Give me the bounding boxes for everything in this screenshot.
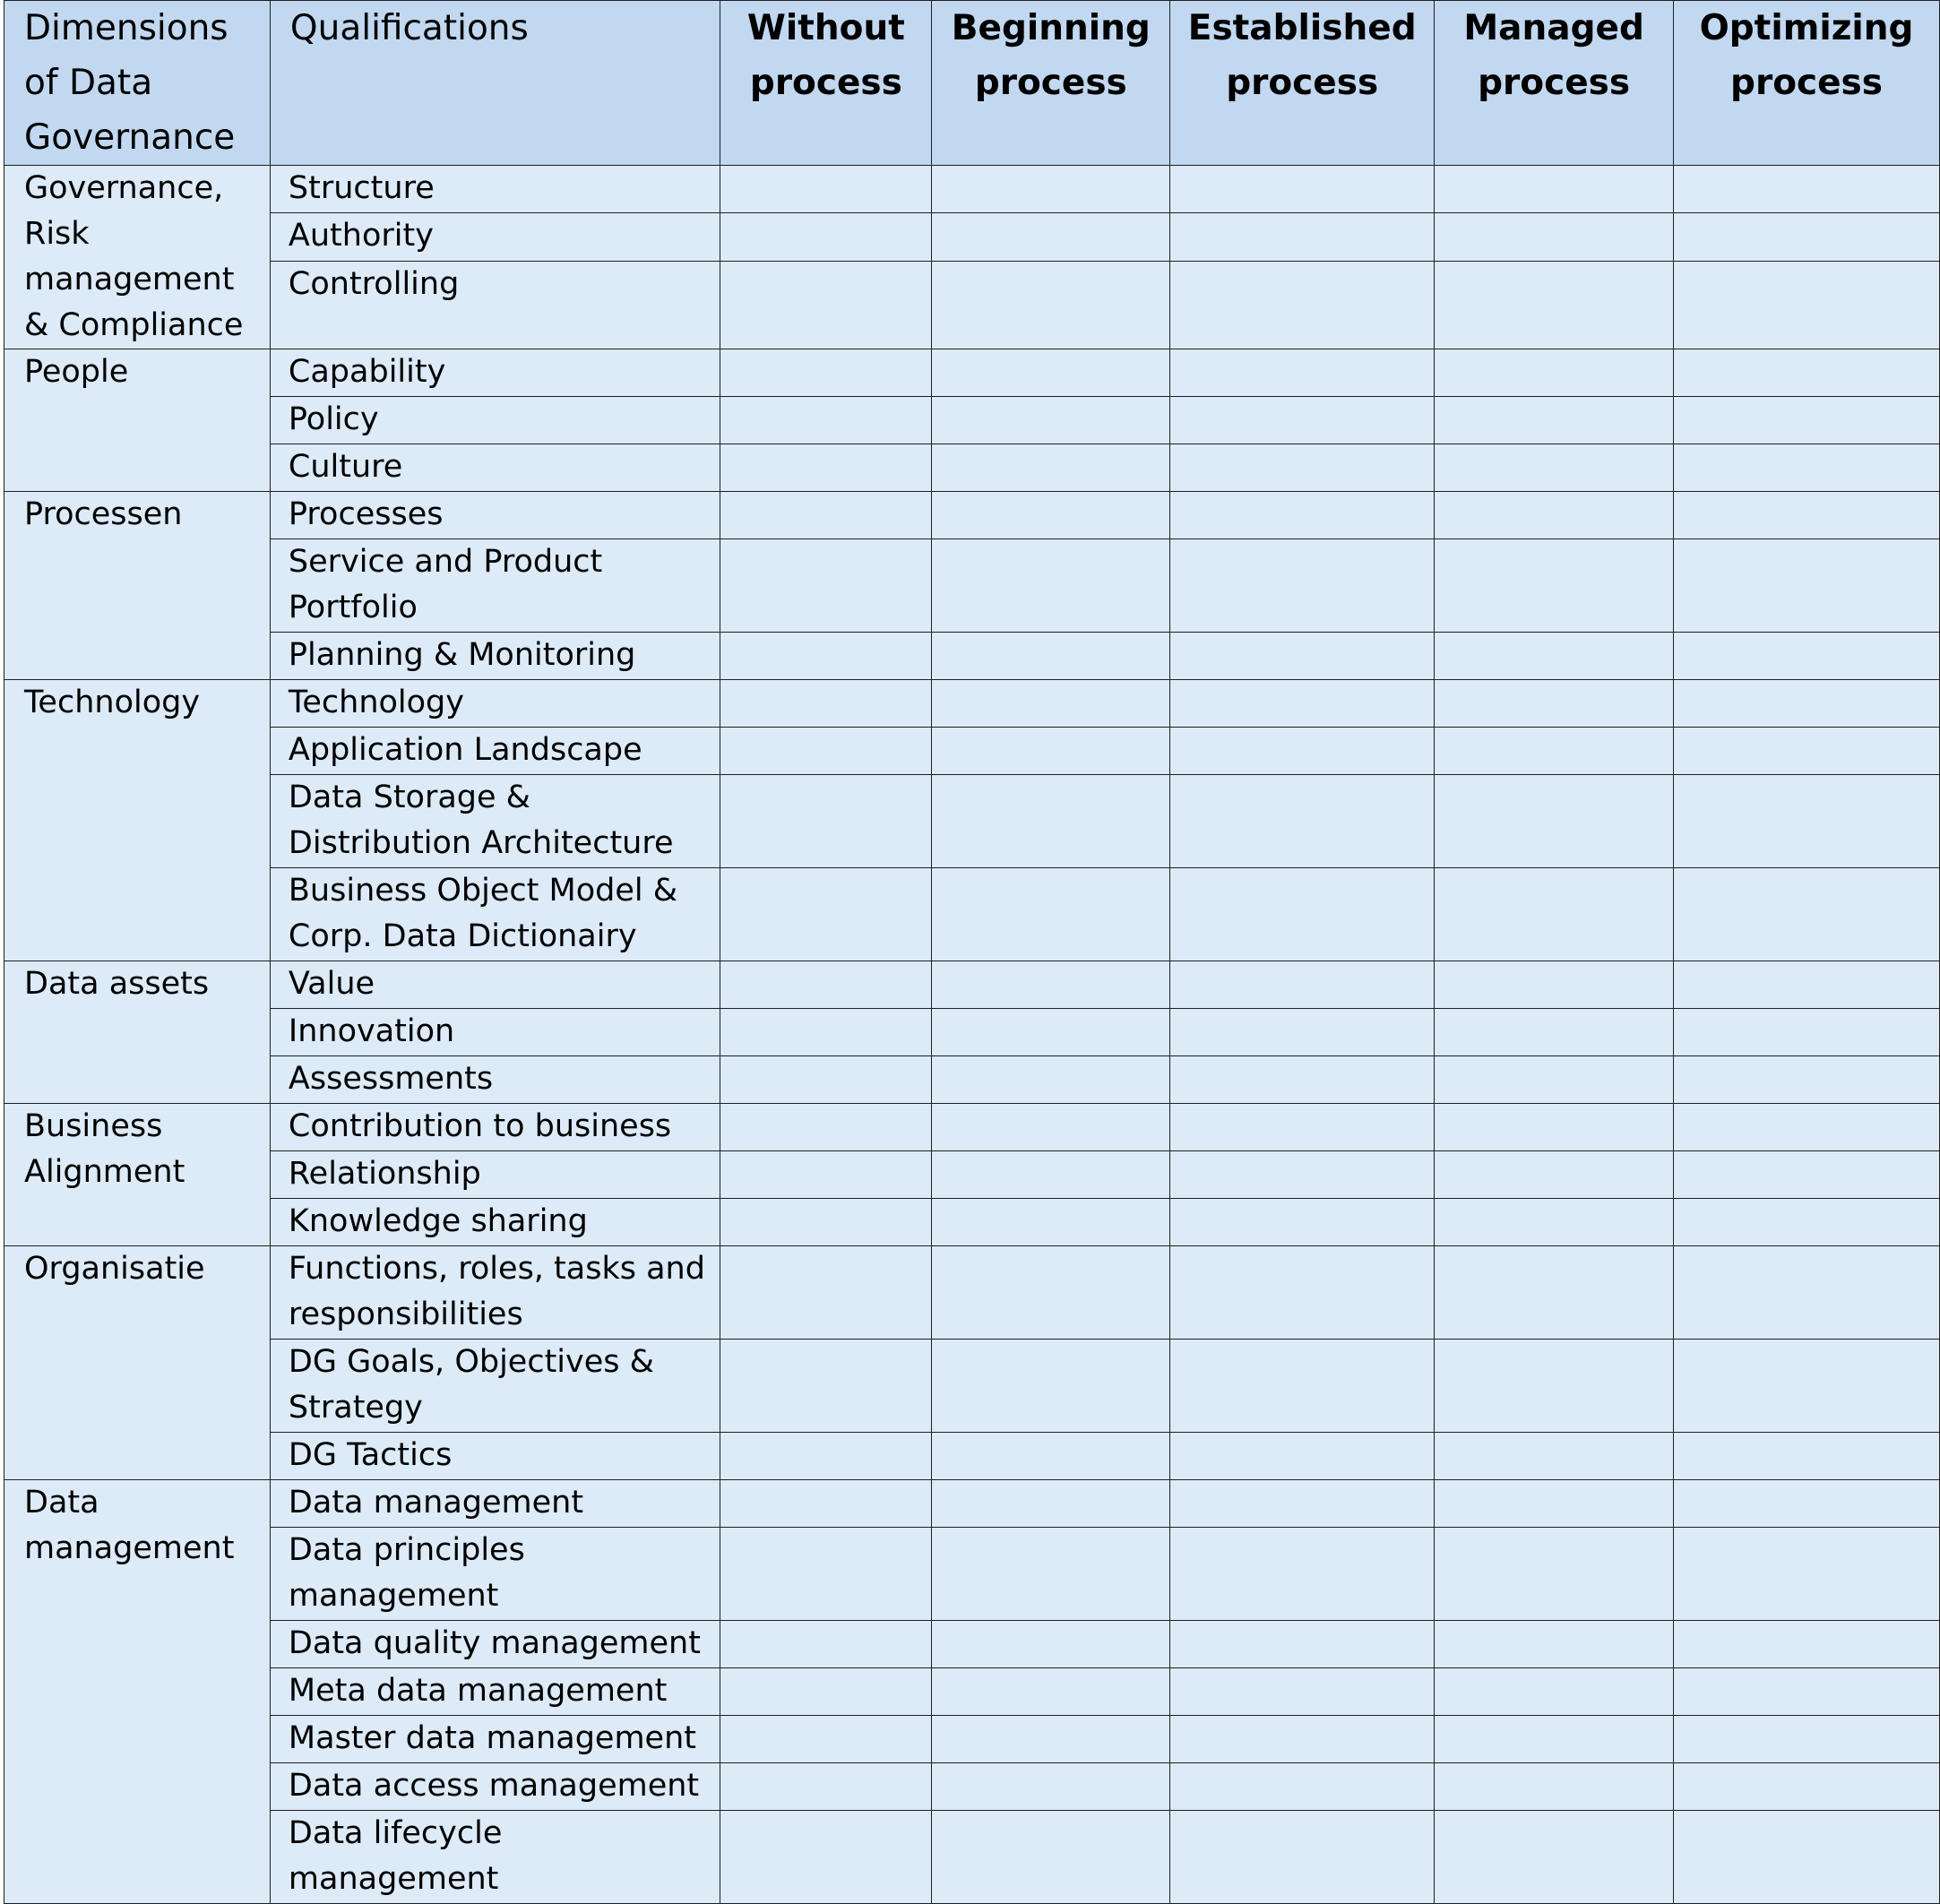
maturity-score-cell[interactable] [1435, 166, 1674, 213]
maturity-score-cell[interactable] [1435, 775, 1674, 868]
maturity-score-cell[interactable] [1170, 680, 1435, 728]
qualification-cell: Culture [270, 444, 720, 492]
maturity-score-cell[interactable] [932, 444, 1170, 492]
maturity-score-cell[interactable] [1674, 349, 1940, 397]
maturity-score-cell[interactable] [720, 1009, 932, 1056]
maturity-score-cell[interactable] [932, 680, 1170, 728]
maturity-score-cell[interactable] [1170, 1716, 1435, 1763]
qualification-cell: Innovation [270, 1009, 720, 1056]
maturity-score-cell[interactable] [720, 1104, 932, 1151]
table-row [4, 633, 1940, 680]
maturity-score-cell[interactable] [1435, 1009, 1674, 1056]
maturity-score-cell[interactable] [720, 166, 932, 213]
maturity-score-cell[interactable] [1674, 680, 1940, 728]
qualification-cell: Data management [270, 1480, 720, 1528]
maturity-score-cell[interactable] [1435, 1716, 1674, 1763]
maturity-score-cell[interactable] [932, 1433, 1170, 1480]
maturity-score-cell[interactable] [720, 349, 932, 397]
maturity-score-cell[interactable] [1674, 1621, 1940, 1668]
qualification-cell: Meta data management [270, 1668, 720, 1716]
maturity-score-cell[interactable] [1170, 1104, 1435, 1151]
maturity-score-cell[interactable] [1674, 775, 1940, 868]
maturity-score-cell[interactable] [932, 1528, 1170, 1621]
table-row [4, 1340, 1940, 1433]
maturity-score-cell[interactable] [932, 1480, 1170, 1528]
maturity-score-cell[interactable] [1674, 1199, 1940, 1246]
maturity-score-cell[interactable] [720, 1199, 932, 1246]
maturity-score-cell[interactable] [720, 1716, 932, 1763]
maturity-score-cell[interactable] [720, 397, 932, 444]
qualification-cell: Business Object Model & Corp. Data Dictionairy [270, 868, 720, 961]
maturity-score-cell[interactable] [1435, 1621, 1674, 1668]
maturity-score-cell[interactable] [1170, 961, 1435, 1009]
maturity-score-cell[interactable] [1435, 1056, 1674, 1104]
maturity-score-cell[interactable] [1674, 166, 1940, 213]
qualification-cell: Structure [270, 166, 720, 213]
table-row [4, 397, 1940, 444]
maturity-score-cell[interactable] [1674, 492, 1940, 539]
maturity-score-cell[interactable] [1435, 680, 1674, 728]
maturity-score-cell[interactable] [1435, 1104, 1674, 1151]
maturity-score-cell[interactable] [1170, 539, 1435, 633]
maturity-score-cell[interactable] [720, 1340, 932, 1433]
maturity-score-cell[interactable] [1170, 1056, 1435, 1104]
maturity-score-cell[interactable] [932, 1246, 1170, 1340]
maturity-score-cell[interactable] [1435, 633, 1674, 680]
maturity-score-cell[interactable] [1170, 261, 1435, 349]
maturity-score-cell[interactable] [932, 397, 1170, 444]
maturity-score-cell[interactable] [1435, 1340, 1674, 1433]
header-row [4, 1, 1940, 166]
maturity-score-cell[interactable] [1674, 1716, 1940, 1763]
table-row [4, 1104, 1940, 1151]
qualification-cell: Master data management [270, 1716, 720, 1763]
maturity-score-cell[interactable] [1170, 444, 1435, 492]
maturity-score-cell[interactable] [720, 213, 932, 261]
maturity-score-cell[interactable] [720, 728, 932, 775]
qualification-cell: DG Tactics [270, 1433, 720, 1480]
maturity-score-cell[interactable] [1674, 633, 1940, 680]
header-qualifications: Qualifications [270, 1, 720, 166]
header-level-established-process: Established process [1170, 1, 1435, 166]
maturity-score-cell[interactable] [932, 261, 1170, 349]
qualification-cell: Controlling [270, 261, 720, 349]
qualification-cell: Data quality management [270, 1621, 720, 1668]
maturity-score-cell[interactable] [720, 261, 932, 349]
maturity-score-cell[interactable] [1435, 1151, 1674, 1199]
maturity-score-cell[interactable] [932, 1716, 1170, 1763]
table-row [4, 728, 1940, 775]
table-row [4, 680, 1940, 728]
maturity-score-cell[interactable] [1435, 1480, 1674, 1528]
qualification-cell: Technology [270, 680, 720, 728]
maturity-score-cell[interactable] [1435, 349, 1674, 397]
table-row [4, 1246, 1940, 1340]
maturity-score-cell[interactable] [932, 1811, 1170, 1904]
maturity-score-cell[interactable] [720, 444, 932, 492]
maturity-score-cell[interactable] [720, 1151, 932, 1199]
table-row [4, 166, 1940, 213]
qualification-cell: Planning & Monitoring [270, 633, 720, 680]
maturity-score-cell[interactable] [932, 1621, 1170, 1668]
maturity-score-cell[interactable] [1674, 1668, 1940, 1716]
table-row [4, 349, 1940, 397]
table-row [4, 868, 1940, 961]
header-level-beginning-process: Beginning process [932, 1, 1170, 166]
qualification-cell: Data lifecycle management [270, 1811, 720, 1904]
maturity-score-cell[interactable] [1674, 444, 1940, 492]
qualification-cell: DG Goals, Objectives & Strategy [270, 1340, 720, 1433]
qualification-cell: Assessments [270, 1056, 720, 1104]
maturity-score-cell[interactable] [1674, 728, 1940, 775]
maturity-score-cell[interactable] [1674, 1246, 1940, 1340]
maturity-score-cell[interactable] [932, 1668, 1170, 1716]
maturity-score-cell[interactable] [932, 349, 1170, 397]
maturity-score-cell[interactable] [1435, 397, 1674, 444]
maturity-score-cell[interactable] [1674, 1811, 1940, 1904]
qualification-cell: Data access management [270, 1763, 720, 1811]
maturity-score-cell[interactable] [1674, 261, 1940, 349]
maturity-score-cell[interactable] [720, 961, 932, 1009]
maturity-score-cell[interactable] [1170, 1480, 1435, 1528]
maturity-score-cell[interactable] [1674, 1340, 1940, 1433]
maturity-score-cell[interactable] [720, 1433, 932, 1480]
table-row [4, 1621, 1940, 1668]
table-row [4, 1668, 1940, 1716]
maturity-score-cell[interactable] [1435, 1763, 1674, 1811]
dimension-cell: Technology [4, 680, 271, 961]
header-dimensions: Dimensions of Data Governance [4, 1, 271, 166]
qualification-cell: Application Landscape [270, 728, 720, 775]
maturity-score-cell[interactable] [1170, 1199, 1435, 1246]
qualification-cell: Data Storage & Distribution Architecture [270, 775, 720, 868]
maturity-score-cell[interactable] [932, 633, 1170, 680]
maturity-score-cell[interactable] [1170, 728, 1435, 775]
qualification-cell: Service and Product Portfolio [270, 539, 720, 633]
maturity-score-cell[interactable] [1435, 1668, 1674, 1716]
maturity-score-cell[interactable] [1170, 775, 1435, 868]
table-row [4, 1716, 1940, 1763]
qualification-cell: Capability [270, 349, 720, 397]
maturity-score-cell[interactable] [1674, 1104, 1940, 1151]
maturity-score-cell[interactable] [932, 868, 1170, 961]
dimension-cell: Processen [4, 492, 271, 680]
table-row [4, 1199, 1940, 1246]
qualification-cell: Functions, roles, tasks and responsibilities [270, 1246, 720, 1340]
maturity-score-cell[interactable] [932, 775, 1170, 868]
maturity-score-cell[interactable] [932, 1763, 1170, 1811]
table-row [4, 492, 1940, 539]
maturity-score-cell[interactable] [720, 1480, 932, 1528]
table-row [4, 1763, 1940, 1811]
maturity-score-cell[interactable] [720, 1668, 932, 1716]
maturity-score-cell[interactable] [1170, 1340, 1435, 1433]
maturity-score-cell[interactable] [1435, 1199, 1674, 1246]
maturity-score-cell[interactable] [1674, 961, 1940, 1009]
maturity-score-cell[interactable] [1170, 213, 1435, 261]
maturity-score-cell[interactable] [720, 1811, 932, 1904]
dimension-cell: Data assets [4, 961, 271, 1104]
header-level-optimizing-process: Optimizing process [1674, 1, 1940, 166]
maturity-score-cell[interactable] [1435, 728, 1674, 775]
table-row [4, 444, 1940, 492]
table-row [4, 1056, 1940, 1104]
table-row [4, 1528, 1940, 1621]
maturity-score-cell[interactable] [1170, 166, 1435, 213]
maturity-score-cell[interactable] [932, 166, 1170, 213]
maturity-score-cell[interactable] [1435, 492, 1674, 539]
maturity-score-cell[interactable] [720, 492, 932, 539]
maturity-score-cell[interactable] [1674, 1056, 1940, 1104]
table-row [4, 539, 1940, 633]
maturity-score-cell[interactable] [720, 1056, 932, 1104]
table-row [4, 1151, 1940, 1199]
table-body [4, 166, 1940, 1904]
maturity-score-cell[interactable] [932, 213, 1170, 261]
maturity-score-cell[interactable] [1674, 397, 1940, 444]
maturity-score-cell[interactable] [1170, 492, 1435, 539]
table-row [4, 1009, 1940, 1056]
maturity-score-cell[interactable] [720, 539, 932, 633]
maturity-score-cell[interactable] [1435, 1246, 1674, 1340]
qualification-cell: Processes [270, 492, 720, 539]
table-row [4, 775, 1940, 868]
maturity-score-cell[interactable] [1674, 1151, 1940, 1199]
maturity-score-cell[interactable] [932, 1151, 1170, 1199]
maturity-score-cell[interactable] [1170, 633, 1435, 680]
maturity-score-cell[interactable] [1435, 1433, 1674, 1480]
data-governance-maturity-table [4, 0, 1940, 1904]
maturity-score-cell[interactable] [720, 633, 932, 680]
qualification-cell: Relationship [270, 1151, 720, 1199]
maturity-score-cell[interactable] [1674, 539, 1940, 633]
maturity-score-cell[interactable] [932, 961, 1170, 1009]
maturity-score-cell[interactable] [1170, 1763, 1435, 1811]
table-row [4, 1480, 1940, 1528]
maturity-score-cell[interactable] [932, 539, 1170, 633]
maturity-score-cell[interactable] [1435, 1528, 1674, 1621]
maturity-score-cell[interactable] [1170, 1621, 1435, 1668]
maturity-score-cell[interactable] [1435, 261, 1674, 349]
maturity-score-cell[interactable] [1674, 868, 1940, 961]
maturity-score-cell[interactable] [1435, 539, 1674, 633]
maturity-score-cell[interactable] [1674, 1763, 1940, 1811]
qualification-cell: Knowledge sharing [270, 1199, 720, 1246]
maturity-score-cell[interactable] [1170, 1246, 1435, 1340]
header-level-without-process: Without process [720, 1, 932, 166]
maturity-score-cell[interactable] [1435, 868, 1674, 961]
maturity-score-cell[interactable] [1674, 213, 1940, 261]
maturity-score-cell[interactable] [1170, 1528, 1435, 1621]
dimension-cell: Data management [4, 1480, 271, 1904]
table-row [4, 961, 1940, 1009]
maturity-score-cell[interactable] [720, 868, 932, 961]
maturity-score-cell[interactable] [932, 492, 1170, 539]
maturity-score-cell[interactable] [720, 680, 932, 728]
maturity-score-cell[interactable] [1674, 1009, 1940, 1056]
maturity-score-cell[interactable] [1170, 868, 1435, 961]
maturity-score-cell[interactable] [1435, 1811, 1674, 1904]
table-row [4, 261, 1940, 349]
maturity-score-cell[interactable] [1170, 1009, 1435, 1056]
maturity-score-cell[interactable] [720, 1528, 932, 1621]
maturity-score-cell[interactable] [932, 1009, 1170, 1056]
maturity-score-cell[interactable] [1674, 1480, 1940, 1528]
maturity-score-cell[interactable] [720, 1621, 932, 1668]
maturity-score-cell[interactable] [1170, 1433, 1435, 1480]
maturity-score-cell[interactable] [1435, 213, 1674, 261]
maturity-score-cell[interactable] [932, 1340, 1170, 1433]
qualification-cell: Contribution to business [270, 1104, 720, 1151]
qualification-cell: Authority [270, 213, 720, 261]
maturity-score-cell[interactable] [1674, 1433, 1940, 1480]
maturity-score-cell[interactable] [932, 1056, 1170, 1104]
table-row [4, 1433, 1940, 1480]
maturity-score-cell[interactable] [1435, 961, 1674, 1009]
maturity-score-cell[interactable] [932, 1199, 1170, 1246]
maturity-score-cell[interactable] [932, 728, 1170, 775]
maturity-score-cell[interactable] [932, 1104, 1170, 1151]
maturity-score-cell[interactable] [1674, 1528, 1940, 1621]
maturity-score-cell[interactable] [720, 775, 932, 868]
dimension-cell: People [4, 349, 271, 492]
table-row [4, 1811, 1940, 1904]
dimension-cell: Organisatie [4, 1246, 271, 1480]
maturity-score-cell[interactable] [1170, 1668, 1435, 1716]
dimension-cell: Governance, Risk management & Compliance [4, 166, 271, 349]
qualification-cell: Policy [270, 397, 720, 444]
qualification-cell: Data principles management [270, 1528, 720, 1621]
maturity-score-cell[interactable] [1170, 349, 1435, 397]
maturity-score-cell[interactable] [720, 1763, 932, 1811]
qualification-cell: Value [270, 961, 720, 1009]
dimension-cell: Business Alignment [4, 1104, 271, 1246]
maturity-score-cell[interactable] [720, 1246, 932, 1340]
maturity-score-cell[interactable] [1170, 1811, 1435, 1904]
maturity-score-cell[interactable] [1170, 1151, 1435, 1199]
header-level-managed-process: Managed process [1435, 1, 1674, 166]
table-row [4, 213, 1940, 261]
maturity-score-cell[interactable] [1170, 397, 1435, 444]
maturity-score-cell[interactable] [1435, 444, 1674, 492]
